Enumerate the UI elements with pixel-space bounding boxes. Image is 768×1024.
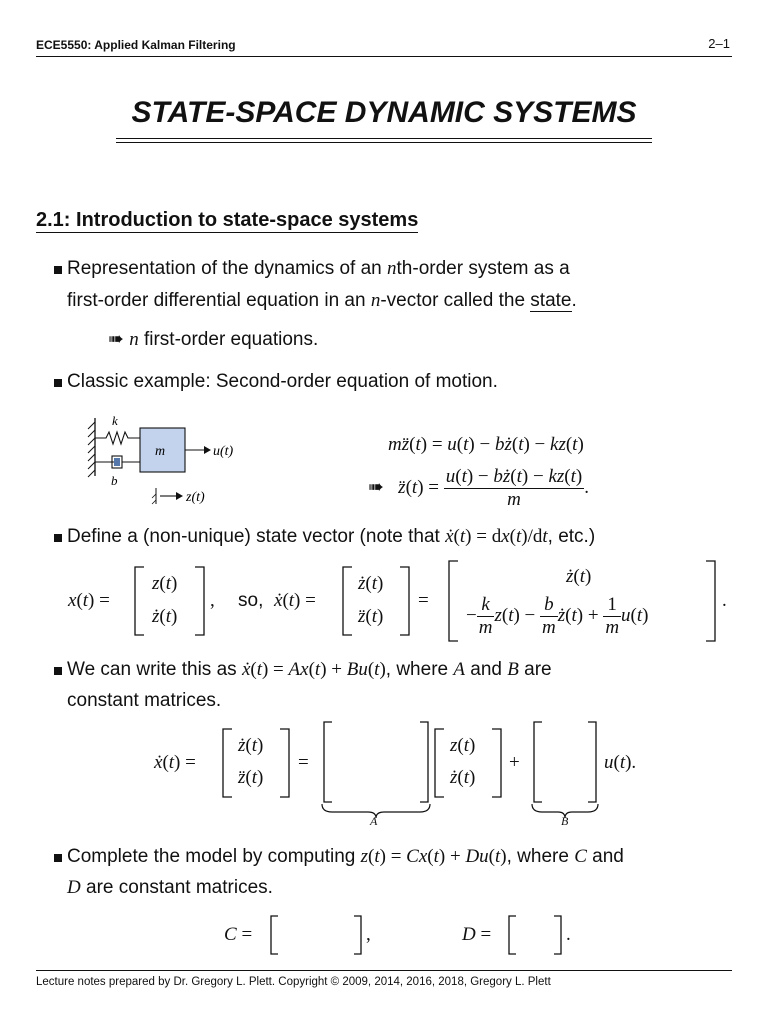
left-bracket [220, 728, 234, 798]
left-bracket [446, 560, 460, 642]
svg-text:m: m [155, 444, 166, 459]
bullet-5-line-2: D are constant matrices. [67, 877, 273, 898]
svg-text:u(t): u(t) [213, 444, 234, 459]
bullet-4-line-2: constant matrices. [67, 690, 222, 711]
accel-row: − $\frac{k}{m}$ z(t) − $\frac{b}{m}$ ż(t) + $\frac{1}{m}$ u(t) [466, 594, 649, 638]
bullet-2-text: Classic example: Second-order equation of motion. [67, 371, 498, 392]
right-bracket [278, 728, 292, 798]
brace-label-B: B [561, 814, 569, 828]
header-rule [36, 56, 732, 57]
svg-text:b: b [111, 473, 118, 488]
left-bracket [432, 728, 446, 798]
section-heading: 2.1: Introduction to state-space systems [36, 209, 419, 231]
course-header: ECE5550: Applied Kalman Filtering [36, 38, 236, 52]
state-term: state [530, 290, 572, 311]
left-bracket [132, 566, 146, 636]
footer-copyright: Lecture notes prepared by Dr. Gregory L. Plett. Copyright © 2009, 2014, 2016, 2018, Gregory L. Plett [36, 976, 551, 988]
bullet-4-line-1: We can write this as ẋ(t) = Ax(t) + Bu(t), where A and B are [67, 659, 552, 680]
bullet-marker [54, 667, 62, 675]
matrix-D-blank [506, 914, 566, 956]
bullet-1-line-2: first-order differential equation in an n-vector called the state. [67, 290, 577, 311]
svg-text:k: k [112, 413, 118, 428]
so-label: so, [238, 590, 264, 611]
right-bracket [398, 566, 412, 636]
sub-point-1: ➠ n first-order equations. [108, 329, 319, 350]
page-title: STATE-SPACE DYNAMIC SYSTEMS [131, 96, 637, 129]
bullet-1-line-1: Representation of the dynamics of an nth-order system as a [67, 258, 570, 279]
equation-motion: mz̈(t) = u(t) − bż(t) − kz(t) [388, 434, 584, 455]
matrix-C-blank [268, 914, 368, 956]
svg-text:z(t): z(t) [186, 490, 205, 505]
bullet-marker [54, 266, 62, 274]
title-rule-2 [116, 142, 652, 143]
arrow-icon: ➠ [108, 329, 130, 350]
right-bracket [704, 560, 718, 642]
spring [95, 432, 140, 444]
brace-label-A: A [370, 814, 378, 828]
mass-spring-damper-figure [84, 410, 254, 510]
bullet-marker [54, 534, 62, 542]
title-rule-1 [116, 138, 652, 139]
bullet-5-line-1: Complete the model by computing z(t) = Cx(t) + Du(t), where C and [67, 846, 624, 867]
bullet-3-text: Define a (non-unique) state vector (note that ẋ(t) = dx(t)/dt, etc.) [67, 526, 596, 547]
state-vector-lhs: x(t) = [68, 590, 110, 611]
page-number: 2–1 [708, 36, 730, 51]
arrow-icon: ➠ [368, 476, 384, 498]
bullet-marker [54, 379, 62, 387]
equation-zddot: ➠ z̈(t) = $\frac{u(t) - bż(t) - kz(t)}{m}$ . [368, 466, 589, 510]
right-bracket [490, 728, 504, 798]
right-bracket [193, 566, 207, 636]
left-bracket [340, 566, 354, 636]
footer-rule [36, 970, 732, 971]
bullet-marker [54, 854, 62, 862]
